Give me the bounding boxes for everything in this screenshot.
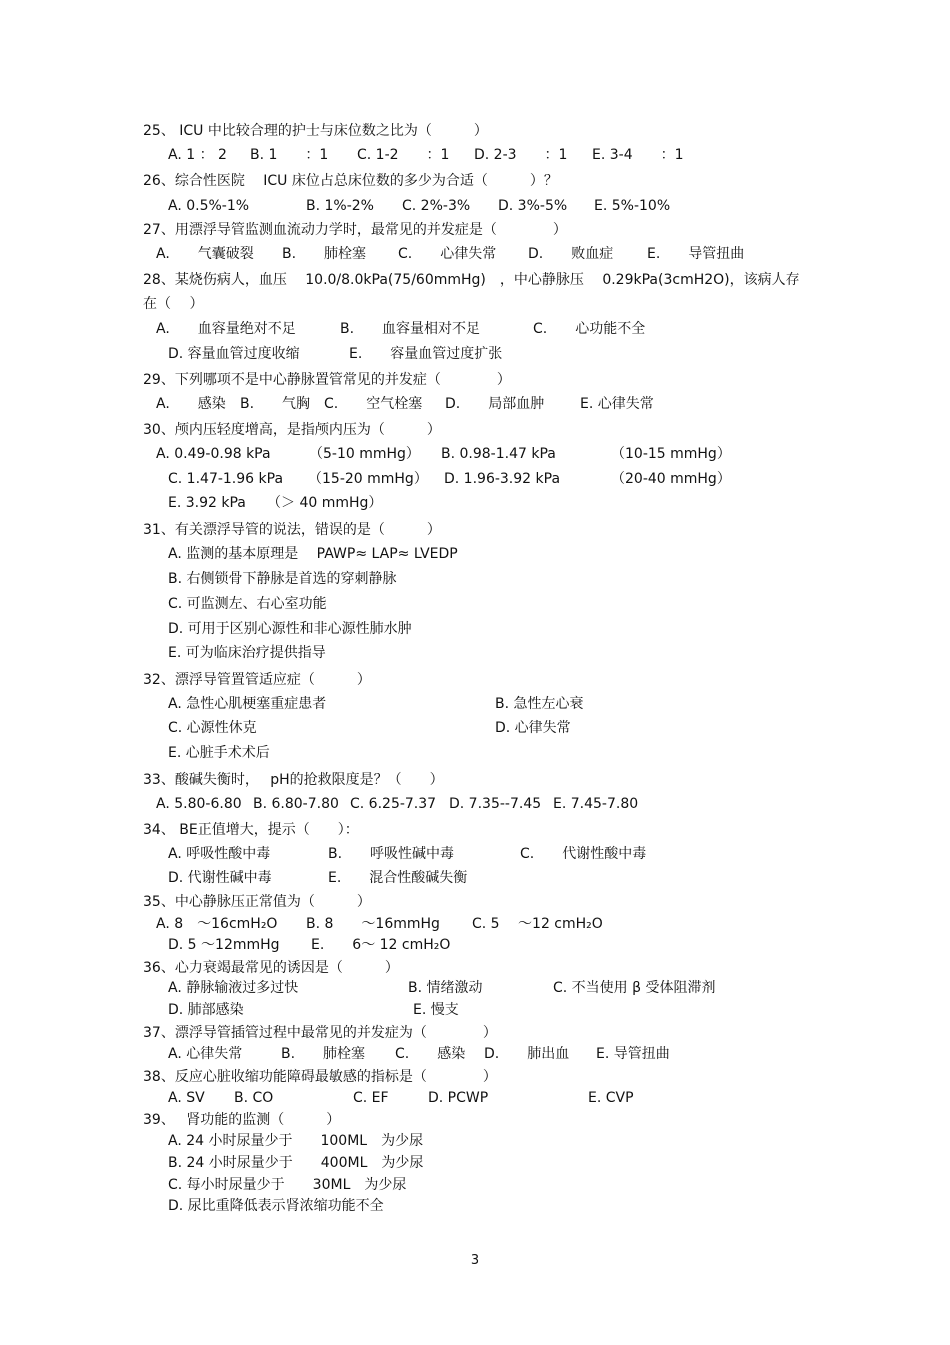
answer-option: E. 3-4 ：1 — [592, 147, 684, 163]
answer-option: B. 情绪激动 — [408, 980, 483, 996]
answer-option: E. 心脏手术术后 — [168, 745, 270, 761]
answer-option: C. EF — [353, 1090, 389, 1106]
answer-option: A. 感染 — [156, 396, 226, 412]
answer-option: D. 代谢性碱中毒 — [168, 870, 272, 886]
answer-option: E. 容量血管过度扩张 — [349, 346, 503, 362]
question-stem-q31: 31、有关漂浮导管的说法，错误的是（ ） — [143, 522, 441, 538]
answer-option: A. 1 ： 2 — [168, 147, 227, 163]
page-number: 3 — [470, 1253, 480, 1268]
answer-option: B. 急性左心衰 — [495, 696, 584, 712]
answer-option: D. 容量血管过度收缩 — [168, 346, 300, 362]
answer-option: B. 肺栓塞 — [282, 246, 367, 262]
answer-option: C. 代谢性酸中毒 — [520, 846, 647, 862]
answer-option: E. 混合性酸碱失衡 — [328, 870, 468, 886]
question-stem-continuation-q28: 在（ ） — [143, 296, 204, 312]
question-stem-q39: 39、 肾功能的监测（ ） — [143, 1112, 341, 1128]
question-stem-q32: 32、漂浮导管置管适应症（ ） — [143, 672, 371, 688]
question-stem-q33: 33、酸碱失衡时， pH的抢救限度是？（ ） — [143, 772, 444, 788]
answer-option: B. 0.98-1.47 kPa — [441, 446, 556, 462]
answer-option: A. SV — [168, 1090, 205, 1106]
question-stem-q37: 37、漂浮导管插管过程中最常见的并发症为（ ） — [143, 1025, 497, 1041]
answer-option: （15-20 mmHg） — [308, 471, 428, 487]
answer-option: C. 心律失常 — [398, 246, 497, 262]
answer-option: A. 呼吸性酸中毒 — [168, 846, 271, 862]
answer-option: E. 可为临床治疗提供指导 — [168, 645, 326, 661]
answer-option: C. 5 ～12 cmH₂O — [472, 916, 603, 932]
answer-option: A. 0.49-0.98 kPa — [156, 446, 271, 462]
answer-option: E. 6～ 12 cmH₂O — [311, 937, 451, 953]
answer-option: B. 呼吸性碱中毒 — [328, 846, 455, 862]
question-stem-q28: 28、某烧伤病人，血压 10.0/8.0kPa(75/60mmHg) ，中心静脉压 0.29kPa(3cmH2O)，该病人存 — [143, 272, 800, 288]
answer-option: A. 急性心肌梗塞重症患者 — [168, 696, 327, 712]
answer-option: C. 1-2 ：1 — [357, 147, 450, 163]
answer-option: D. 5 ～12mmHg — [168, 937, 280, 953]
answer-option: C. 心功能不全 — [533, 321, 646, 337]
question-stem-q27: 27、用漂浮导管监测血流动力学时，最常见的并发症是（ ） — [143, 222, 567, 238]
answer-option: D. 2-3 ：1 — [474, 147, 568, 163]
answer-option: C. 1.47-1.96 kPa — [168, 471, 284, 487]
question-stem-q35: 35、中心静脉压正常值为（ ） — [143, 894, 371, 910]
answer-option: A. 监测的基本原理是 PAWP≈ LAP≈ LVEDP — [168, 546, 458, 562]
answer-option: D. 心律失常 — [495, 720, 571, 736]
answer-option: D. 肺部感染 — [168, 1002, 244, 1018]
answer-option: E. 7.45-7.80 — [553, 796, 639, 812]
answer-option: C. 2%-3% — [402, 198, 471, 214]
answer-option: A. 心律失常 — [168, 1046, 243, 1062]
question-stem-q36: 36、心力衰竭最常见的诱因是（ ） — [143, 960, 399, 976]
answer-option: B. 血容量相对不足 — [340, 321, 481, 337]
question-stem-q29: 29、下列哪项不是中心静脉置管常见的并发症（ ） — [143, 372, 511, 388]
answer-option: A. 8 ～16cmH₂O — [156, 916, 278, 932]
question-stem-q38: 38、反应心脏收缩功能障碍最敏感的指标是（ ） — [143, 1069, 497, 1085]
answer-option: D. 7.35--7.45 — [449, 796, 542, 812]
answer-option: E. 3.92 kPa — [168, 495, 246, 511]
answer-option: A. 5.80-6.80 — [156, 796, 242, 812]
answer-option: B. CO — [234, 1090, 274, 1106]
answer-option: A. 血容量绝对不足 — [156, 321, 296, 337]
answer-option: B. 气胸 — [240, 396, 311, 412]
answer-option: E. CVP — [588, 1090, 634, 1106]
answer-option: D. 局部血肿 — [445, 396, 545, 412]
answer-option: C. 不当使用 β 受体阻滞剂 — [553, 980, 716, 996]
answer-option: D. 1.96-3.92 kPa — [444, 471, 561, 487]
answer-option: D. 3%-5% — [498, 198, 568, 214]
answer-option: E. 5%-10% — [594, 198, 671, 214]
answer-option: E. 心律失常 — [580, 396, 654, 412]
question-stem-q30: 30、颅内压轻度增高，是指颅内压为（ ） — [143, 422, 441, 438]
answer-option: B. 肺栓塞 — [281, 1046, 366, 1062]
answer-option: C. 空气栓塞 — [324, 396, 423, 412]
answer-option: D. PCWP — [428, 1090, 489, 1106]
answer-option: E. 导管扭曲 — [596, 1046, 670, 1062]
answer-option: A. 0.5%-1% — [168, 198, 250, 214]
answer-option: D. 肺出血 — [484, 1046, 570, 1062]
answer-option: （5-10 mmHg） — [309, 446, 420, 462]
answer-option: B. 1 ：1 — [250, 147, 329, 163]
answer-option: A. 24 小时尿量少于 100ML 为少尿 — [168, 1133, 424, 1149]
answer-option: D. 败血症 — [528, 246, 614, 262]
answer-option: D. 尿比重降低表示肾浓缩功能不全 — [168, 1198, 384, 1214]
answer-option: C. 每小时尿量少于 30ML 为少尿 — [168, 1177, 407, 1193]
answer-option: E. 导管扭曲 — [647, 246, 745, 262]
answer-option: B. 1%-2% — [306, 198, 374, 214]
answer-option: C. 感染 — [395, 1046, 466, 1062]
answer-option: B. 右侧锁骨下静脉是首选的穿刺静脉 — [168, 571, 397, 587]
answer-option: C. 心源性休克 — [168, 720, 257, 736]
answer-option: （20-40 mmHg） — [611, 471, 731, 487]
answer-option: E. 慢支 — [413, 1002, 459, 1018]
answer-option: A. 静脉输液过多过快 — [168, 980, 299, 996]
question-stem-q26: 26、综合性医院 ICU 床位占总床位数的多少为合适（ ）？ — [143, 173, 558, 189]
answer-option: （＞ 40 mmHg） — [267, 495, 383, 511]
answer-option: B. 8 ～16mmHg — [306, 916, 440, 932]
answer-option: D. 可用于区别心源性和非心源性肺水肿 — [168, 621, 412, 637]
answer-option: C. 6.25-7.37 — [350, 796, 437, 812]
answer-option: A. 气囊破裂 — [156, 246, 254, 262]
answer-option: C. 可监测左、右心室功能 — [168, 596, 327, 612]
answer-option: B. 6.80-7.80 — [253, 796, 339, 812]
question-stem-q25: 25、 ICU 中比较合理的护士与床位数之比为（ ） — [143, 123, 488, 139]
question-stem-q34: 34、 BE正值增大，提示（ ）： — [143, 822, 359, 838]
answer-option: B. 24 小时尿量少于 400ML 为少尿 — [168, 1155, 424, 1171]
answer-option: （10-15 mmHg） — [611, 446, 731, 462]
